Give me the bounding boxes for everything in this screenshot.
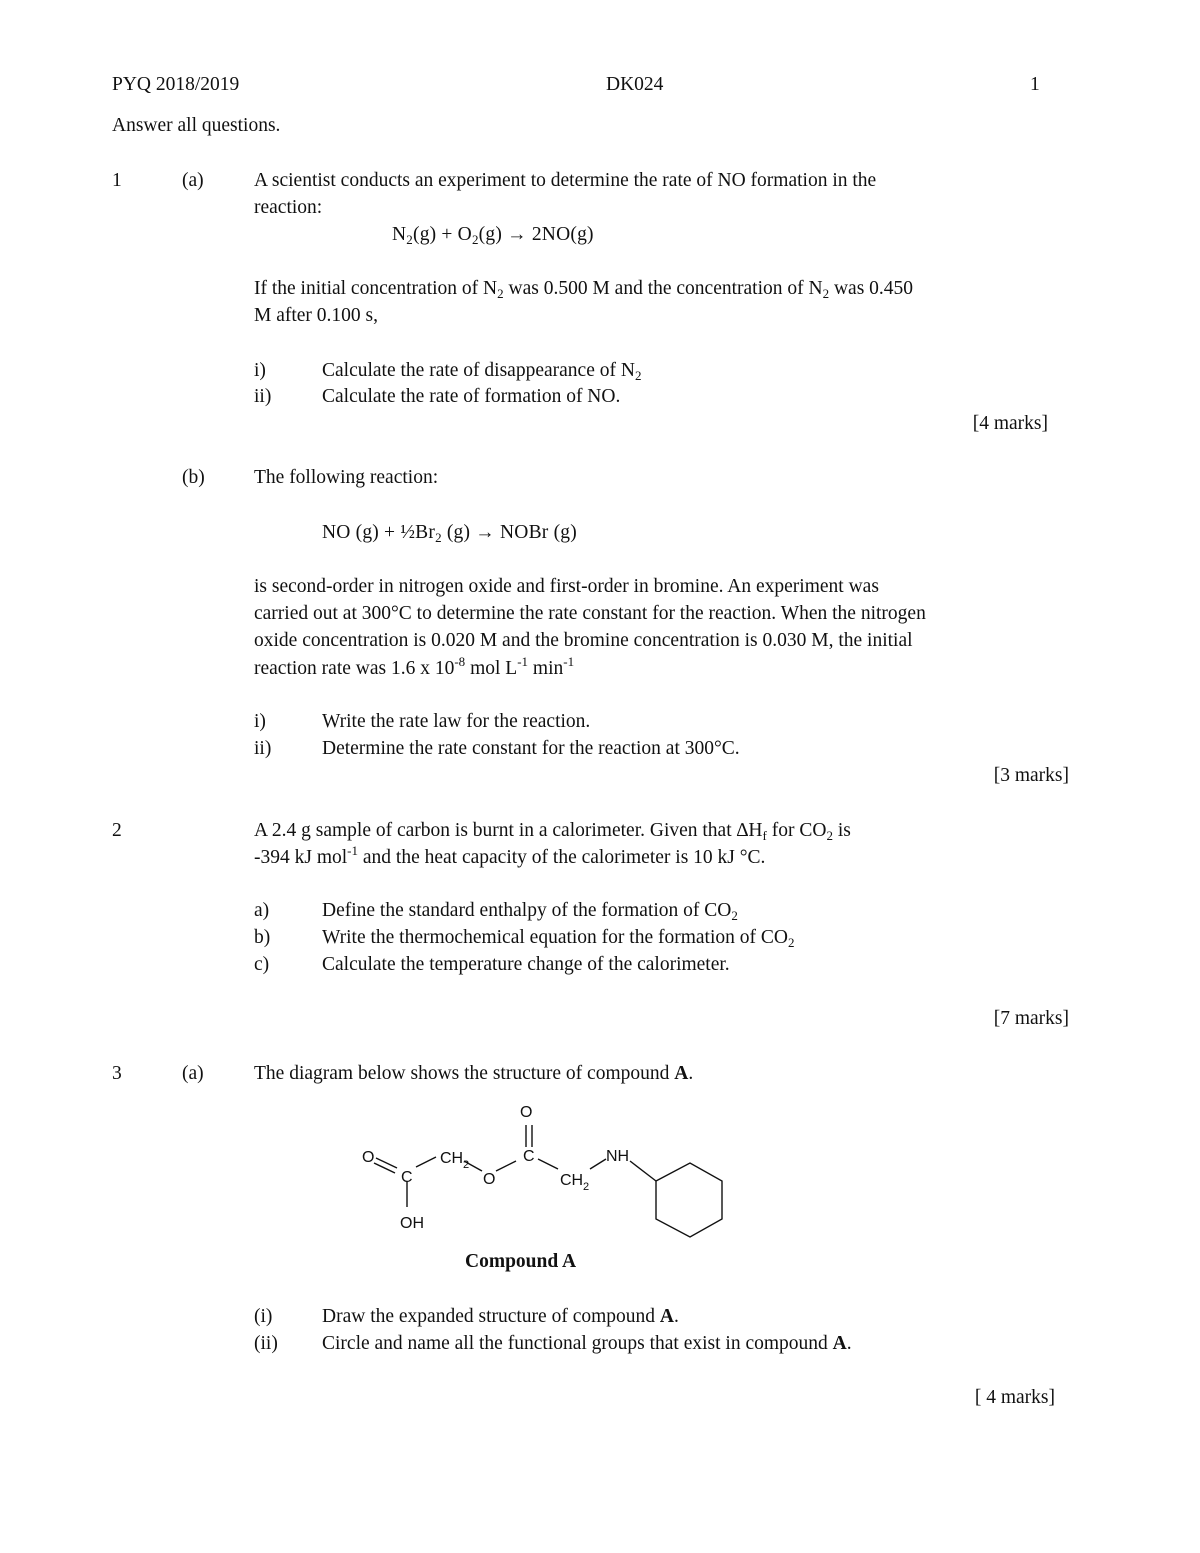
atom-label: 2 bbox=[583, 1181, 590, 1193]
bond bbox=[630, 1161, 656, 1181]
q1a-label: (a) bbox=[182, 170, 204, 191]
q1b-equation: NO $(g) + \frac{1}{2}Br_2$ (g) → NOBr (g) bbox=[322, 522, 577, 545]
q1b-para-line1: is second-order in nitrogen oxide and first-order in bromine. An experiment was bbox=[254, 576, 879, 597]
atom-label: C bbox=[401, 1169, 413, 1186]
bond bbox=[376, 1158, 397, 1168]
q2-line2: -394 kJ mol$^{-1}$ and the heat capacity of the calorimeter is 10 kJ °C. bbox=[254, 843, 766, 868]
q1b-intro: The following reaction: bbox=[254, 467, 439, 488]
atom-label: O bbox=[362, 1149, 375, 1166]
q2-part-label: b) bbox=[254, 927, 271, 948]
q2-part-text: Calculate the temperature change of the calorimeter. bbox=[322, 954, 730, 975]
q1b-part-text: Write the rate law for the reaction. bbox=[322, 711, 591, 732]
atom-label: OH bbox=[400, 1215, 424, 1232]
compound-caption: Compound A bbox=[465, 1251, 577, 1272]
q1a-part-text: Calculate the rate of disappearance of $N_2$ bbox=[322, 360, 642, 383]
q1a-intro-line2: reaction: bbox=[254, 197, 323, 218]
q1b-part-text: Determine the rate constant for the reaction at 300°C. bbox=[322, 738, 740, 759]
q1b-para-line4: reaction rate was 1.6 x $10^{-8}$ mol $L^{-1}$ $\min^{-1}$ bbox=[254, 654, 575, 679]
q1b-para-line2: carried out at 300°C to determine the rate constant for the reaction. When the nitrogen bbox=[254, 603, 926, 624]
question-number-3: 3 bbox=[112, 1063, 122, 1084]
q2-part-label: a) bbox=[254, 900, 270, 921]
atom-label: C bbox=[523, 1148, 535, 1165]
atom-label: 2 bbox=[463, 1159, 470, 1171]
cyclohexane-ring bbox=[656, 1163, 722, 1237]
q1a-given-line2: M after 0.100 s, bbox=[254, 305, 379, 326]
q2-part-label: c) bbox=[254, 954, 270, 975]
q1a-equation: $N_2(g) + O_2(g) \to 2NO(g)$ bbox=[392, 224, 594, 247]
atom-label: O bbox=[483, 1171, 496, 1188]
instruction: Answer all questions. bbox=[112, 115, 281, 136]
page-number: 1 bbox=[1030, 74, 1040, 95]
q2-marks: [7 marks] bbox=[993, 1008, 1069, 1029]
q1a-part-label: ii) bbox=[254, 386, 272, 407]
q3a-marks: [ 4 marks] bbox=[974, 1387, 1055, 1408]
atom-label: NH bbox=[606, 1148, 630, 1165]
bond bbox=[374, 1163, 395, 1173]
q1a-marks: [4 marks] bbox=[972, 413, 1048, 434]
q3a-part-text: Draw the expanded structure of compound A. bbox=[322, 1306, 679, 1327]
q1a-intro-line1: A scientist conducts an experiment to determine the rate of NO formation in the bbox=[254, 170, 877, 191]
header-center: DK024 bbox=[606, 74, 664, 95]
bond bbox=[538, 1159, 558, 1169]
q1b-marks: [3 marks] bbox=[993, 765, 1069, 786]
q1a-given-line1: If the initial concentration of $N_2$ was 0.500 M and the concentration of $N_2$ was 0.450 bbox=[254, 278, 914, 301]
question-number-2: 2 bbox=[112, 820, 122, 841]
q3a-part-text: Circle and name all the functional groups that exist in compound A. bbox=[322, 1333, 852, 1354]
q1b-part-label: i) bbox=[254, 711, 266, 732]
q1b-para-line3: oxide concentration is 0.020 M and the bromine concentration is 0.030 M, the initial bbox=[254, 630, 913, 651]
q3a-part-label: (i) bbox=[254, 1306, 273, 1327]
bond bbox=[590, 1159, 606, 1169]
q3a-label: (a) bbox=[182, 1063, 204, 1084]
q1a-part-label: i) bbox=[254, 360, 266, 381]
q3a-part-label: (ii) bbox=[254, 1333, 278, 1354]
q1a-part-text: Calculate the rate of formation of NO. bbox=[322, 386, 621, 407]
atom-label: O bbox=[520, 1104, 533, 1121]
bond bbox=[496, 1161, 516, 1171]
question-number-1: 1 bbox=[112, 170, 122, 191]
atom-label: CH bbox=[440, 1150, 464, 1167]
q2-part-text: Define the standard enthalpy of the formation of $CO_2$ bbox=[322, 900, 738, 923]
q1b-part-label: ii) bbox=[254, 738, 272, 759]
q3a-intro: The diagram below shows the structure of compound A. bbox=[254, 1063, 694, 1084]
header-left: PYQ 2018/2019 bbox=[112, 74, 240, 95]
q1b-label: (b) bbox=[182, 467, 205, 488]
q2-part-text: Write the thermochemical equation for the formation of $CO_2$ bbox=[322, 927, 795, 950]
q2-line1: A 2.4 g sample of carbon is burnt in a calorimeter. Given that $\Delta H_f$ for $CO_2$ is bbox=[254, 820, 851, 843]
bond bbox=[416, 1157, 436, 1167]
compound-a-structure bbox=[350, 1095, 740, 1245]
atom-label: CH bbox=[560, 1172, 584, 1189]
